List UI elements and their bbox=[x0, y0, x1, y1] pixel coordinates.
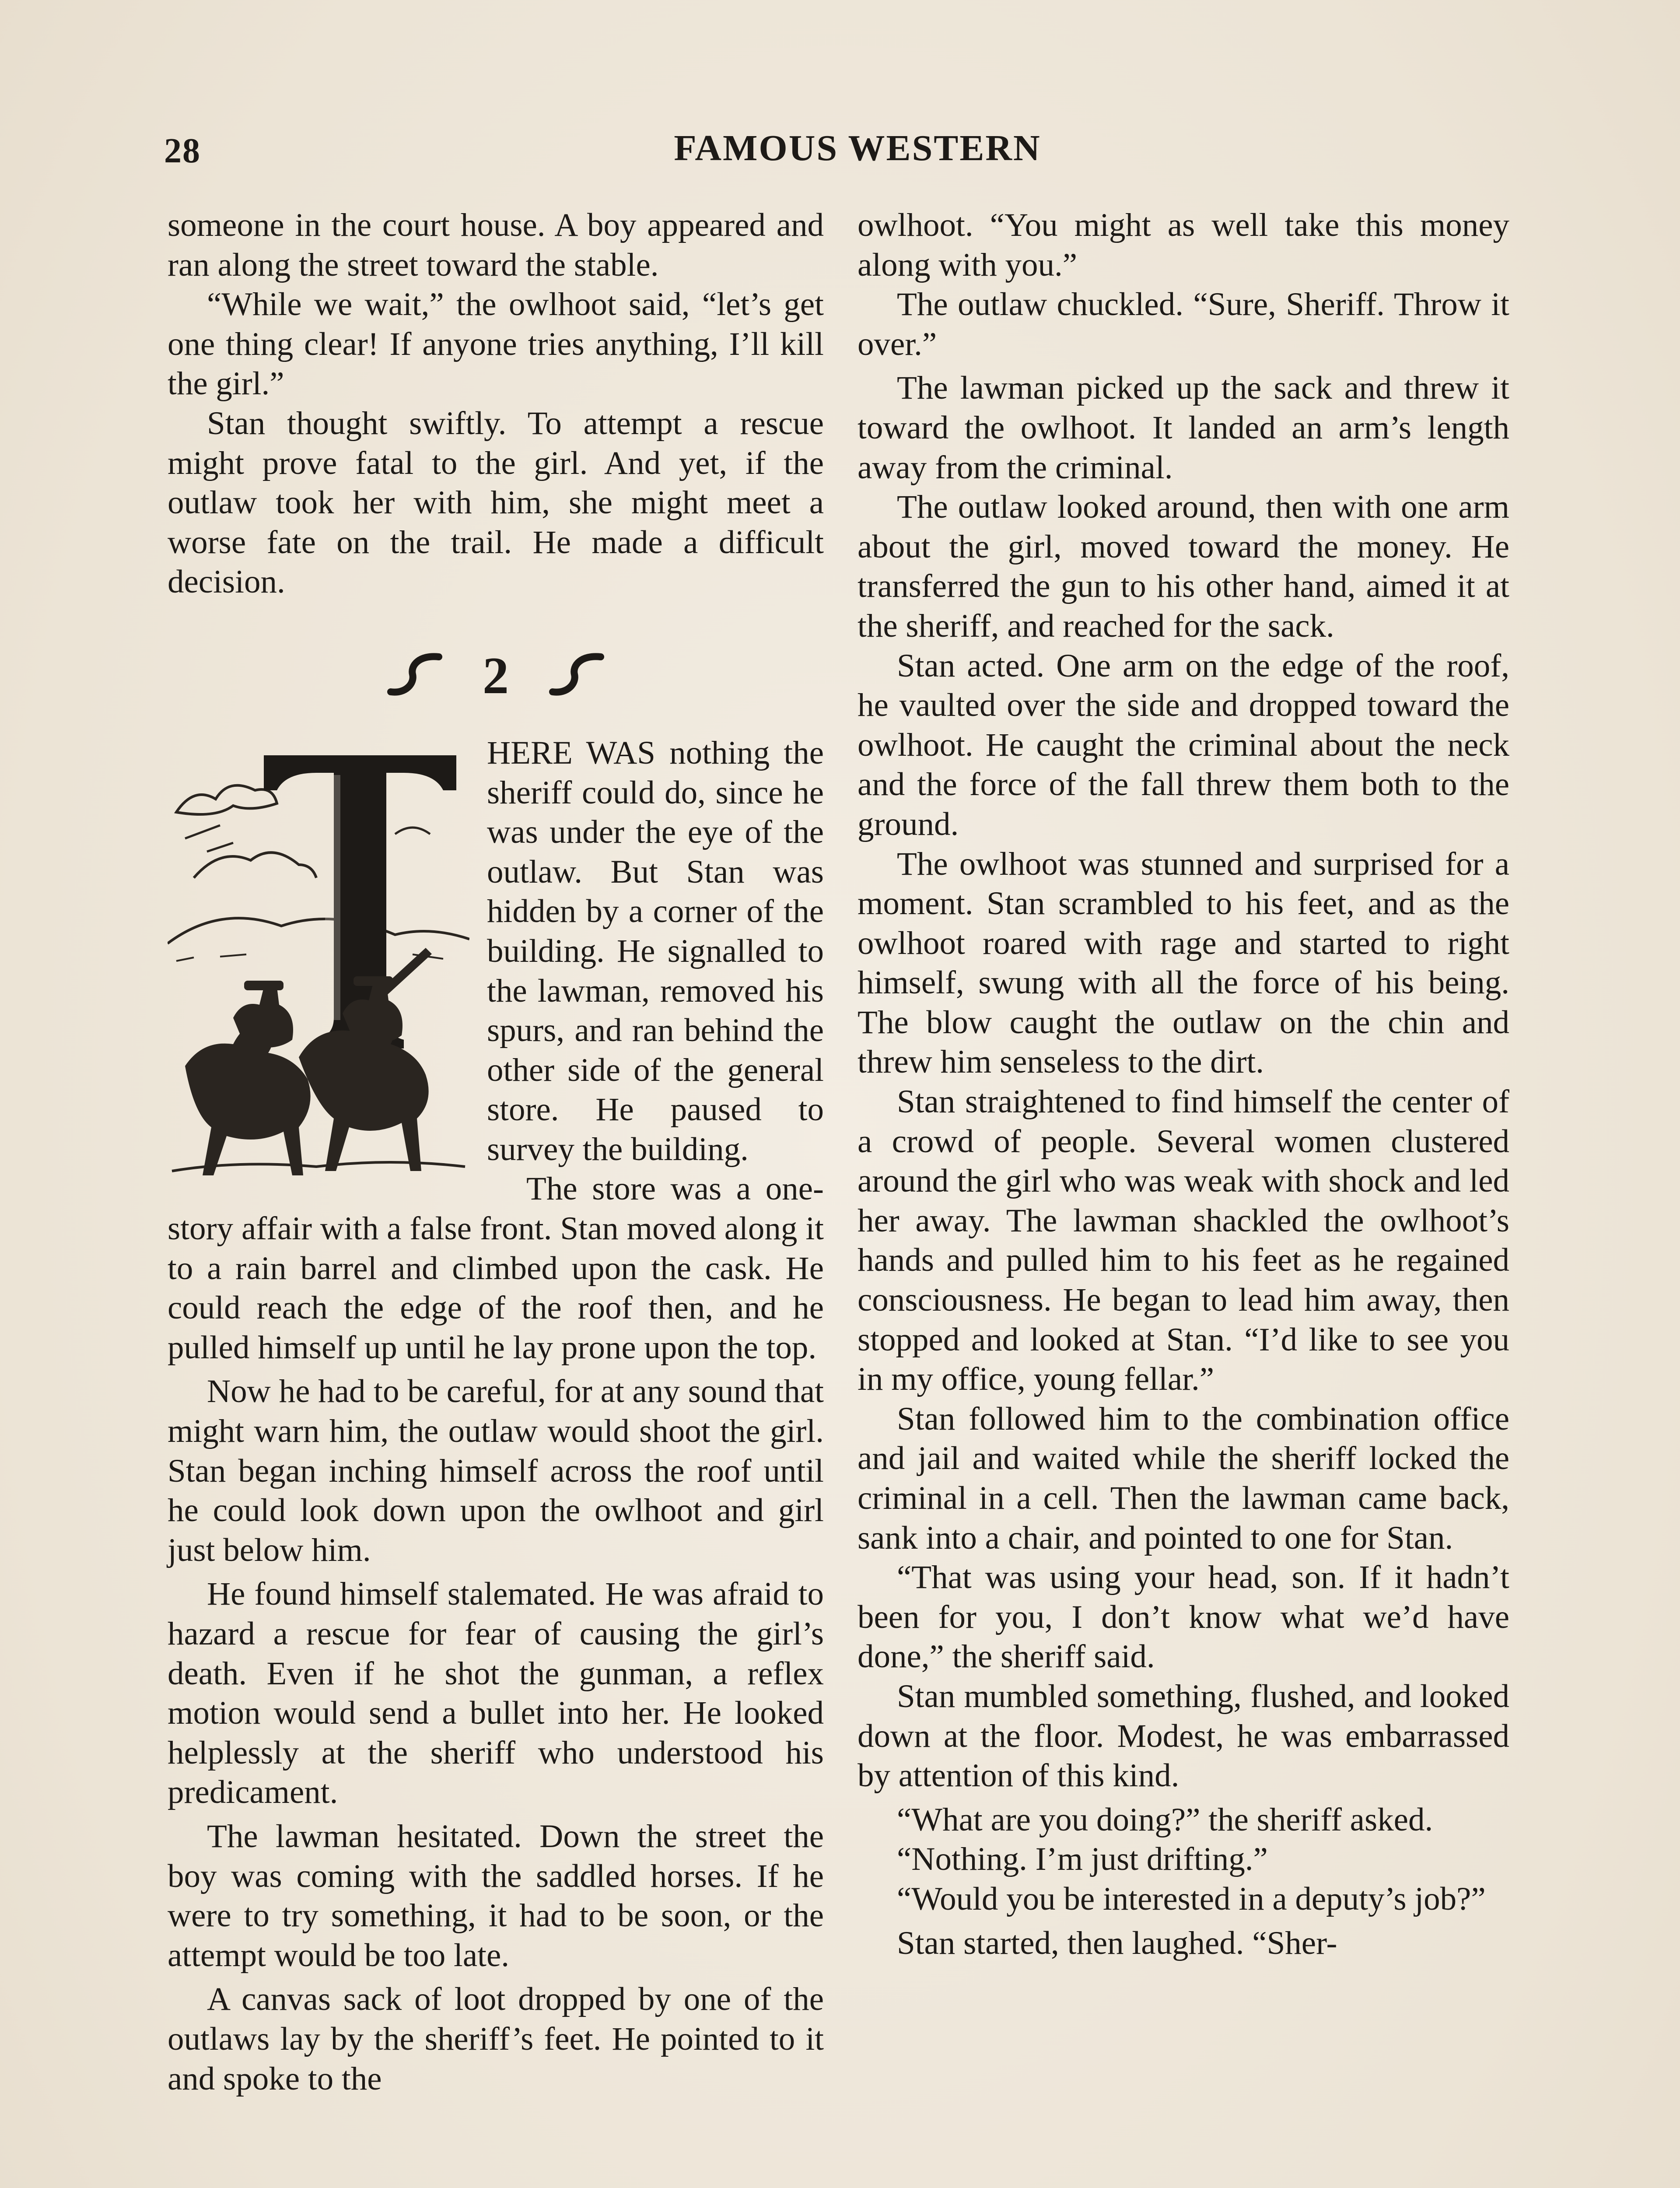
paragraph: He found himself stalemated. He was afraid to hazard a rescue for fear of causing the girl’s death. Even if he shot the gunman, a reflex motion would send a bullet into her. He looked helplessly at the sheriff who understood his predicament. bbox=[168, 1576, 824, 1811]
paragraph: The outlaw chuckled. “Sure, Sheriff. Throw it over.” bbox=[858, 286, 1509, 362]
paragraph: “That was using your head, son. If it hadn’t been for you, I don’t know what we’d have done,” the sheriff said. bbox=[858, 1559, 1509, 1675]
paragraph: Stan mumbled something, flushed, and looked down at the floor. Modest, he was embarrassed by attention of this kind. bbox=[858, 1678, 1509, 1794]
running-head-title: FAMOUS WESTERN bbox=[674, 128, 1041, 168]
right-column bbox=[858, 206, 1509, 2188]
paragraph: The outlaw looked around, then with one arm about the girl, moved toward the money. He transferred the gun to his other hand, aimed it at the sheriff, and reached for the sack. bbox=[858, 489, 1509, 644]
page-number: 28 bbox=[164, 132, 201, 170]
paragraph: owlhoot. “You might as well take this money along with you.” bbox=[858, 207, 1509, 283]
paragraph: “Nothing. I’m just drifting.” bbox=[897, 1841, 1268, 1878]
cowboys-on-horseback-illustration-icon bbox=[168, 733, 469, 1184]
paragraph: The store was a one-story affair with a false front. Stan moved along it to a rain barrel and climbed upon the cask. He could reach the edge of the roof then, and he pulled himself up until he lay prone upon the top. bbox=[168, 1171, 824, 1366]
left-column bbox=[168, 206, 824, 2188]
paragraph: “Would you be interested in a deputy’s job?” bbox=[897, 1880, 1486, 1917]
chapter-opening-paragraph: HERE WAS nothing the sheriff could do, since he was under the eye of the outlaw. But Stan was hidden by a corner of the building. He signalled to the lawman, removed his spurs, and ran behind the other side of the general store. He paused to survey the building. bbox=[487, 734, 824, 1168]
paragraph: The lawman picked up the sack and threw it toward the owlhoot. It landed an arm’s length away from the criminal. bbox=[858, 370, 1509, 486]
paragraph: The owlhoot was stunned and surprised for a moment. Stan scrambled to his feet, and as the owlhoot roared with rage and started to right himself, swung with all the force of his being. The blow caught the outlaw on the chin and threw him senseless to the dirt. bbox=[858, 845, 1509, 1080]
paragraph: A canvas sack of loot dropped by one of the outlaws lay by the sheriff’s feet. He pointed to it and spoke to the bbox=[168, 1981, 824, 2097]
paragraph: “What are you doing?” the sheriff asked. bbox=[897, 1801, 1433, 1838]
dropcap-illustration bbox=[168, 733, 469, 1184]
chapter-heading bbox=[168, 650, 824, 698]
paragraph: Stan straightened to find himself the center of a crowd of people. Several women clustered around the girl who was weak with shock and led her away. The lawman shackled the owlhoot’s hands and pulled him to his feet as he regained consciousness. He began to lead him away, then stopped and looked at Stan. “I’d like to see you in my office, young fellar.” bbox=[858, 1083, 1509, 1398]
paragraph: Now he had to be careful, for at any sound that might warn him, the outlaw would shoot the girl. Stan began inching himself across the roof until he could look down upon the owlhoot and girl just below him. bbox=[168, 1373, 824, 1568]
paragraph: “While we wait,” the owlhoot said, “let’s get one thing clear! If anyone tries anything, I’ll kill the girl.” bbox=[168, 286, 824, 402]
chapter-number: 2 bbox=[483, 650, 509, 698]
paragraph: Stan followed him to the combination office and jail and waited while the sheriff locked the criminal in a cell. Then the lawman came back, sank into a chair, and pointed to one for Stan. bbox=[858, 1400, 1509, 1556]
chapter-ornament-icon bbox=[382, 650, 609, 698]
paragraph: Stan started, then laughed. “Sher- bbox=[897, 1925, 1337, 1961]
paragraph: The lawman hesitated. Down the street the boy was coming with the saddled horses. If he were to try something, it had to be soon, or the attempt would be too late. bbox=[168, 1818, 824, 1974]
paragraph: Stan thought swiftly. To attempt a rescue might prove fatal to the girl. And yet, if the outlaw took her with him, she might meet a worse fate on the trail. He made a difficult decision. bbox=[168, 405, 824, 600]
paragraph: Stan acted. One arm on the edge of the roof, he vaulted over the side and dropped toward the owlhoot. He caught the criminal about the neck and the force of the fall threw them both to the ground. bbox=[858, 647, 1509, 842]
paragraph: someone in the court house. A boy appeared and ran along the street toward the stable. bbox=[168, 207, 824, 283]
